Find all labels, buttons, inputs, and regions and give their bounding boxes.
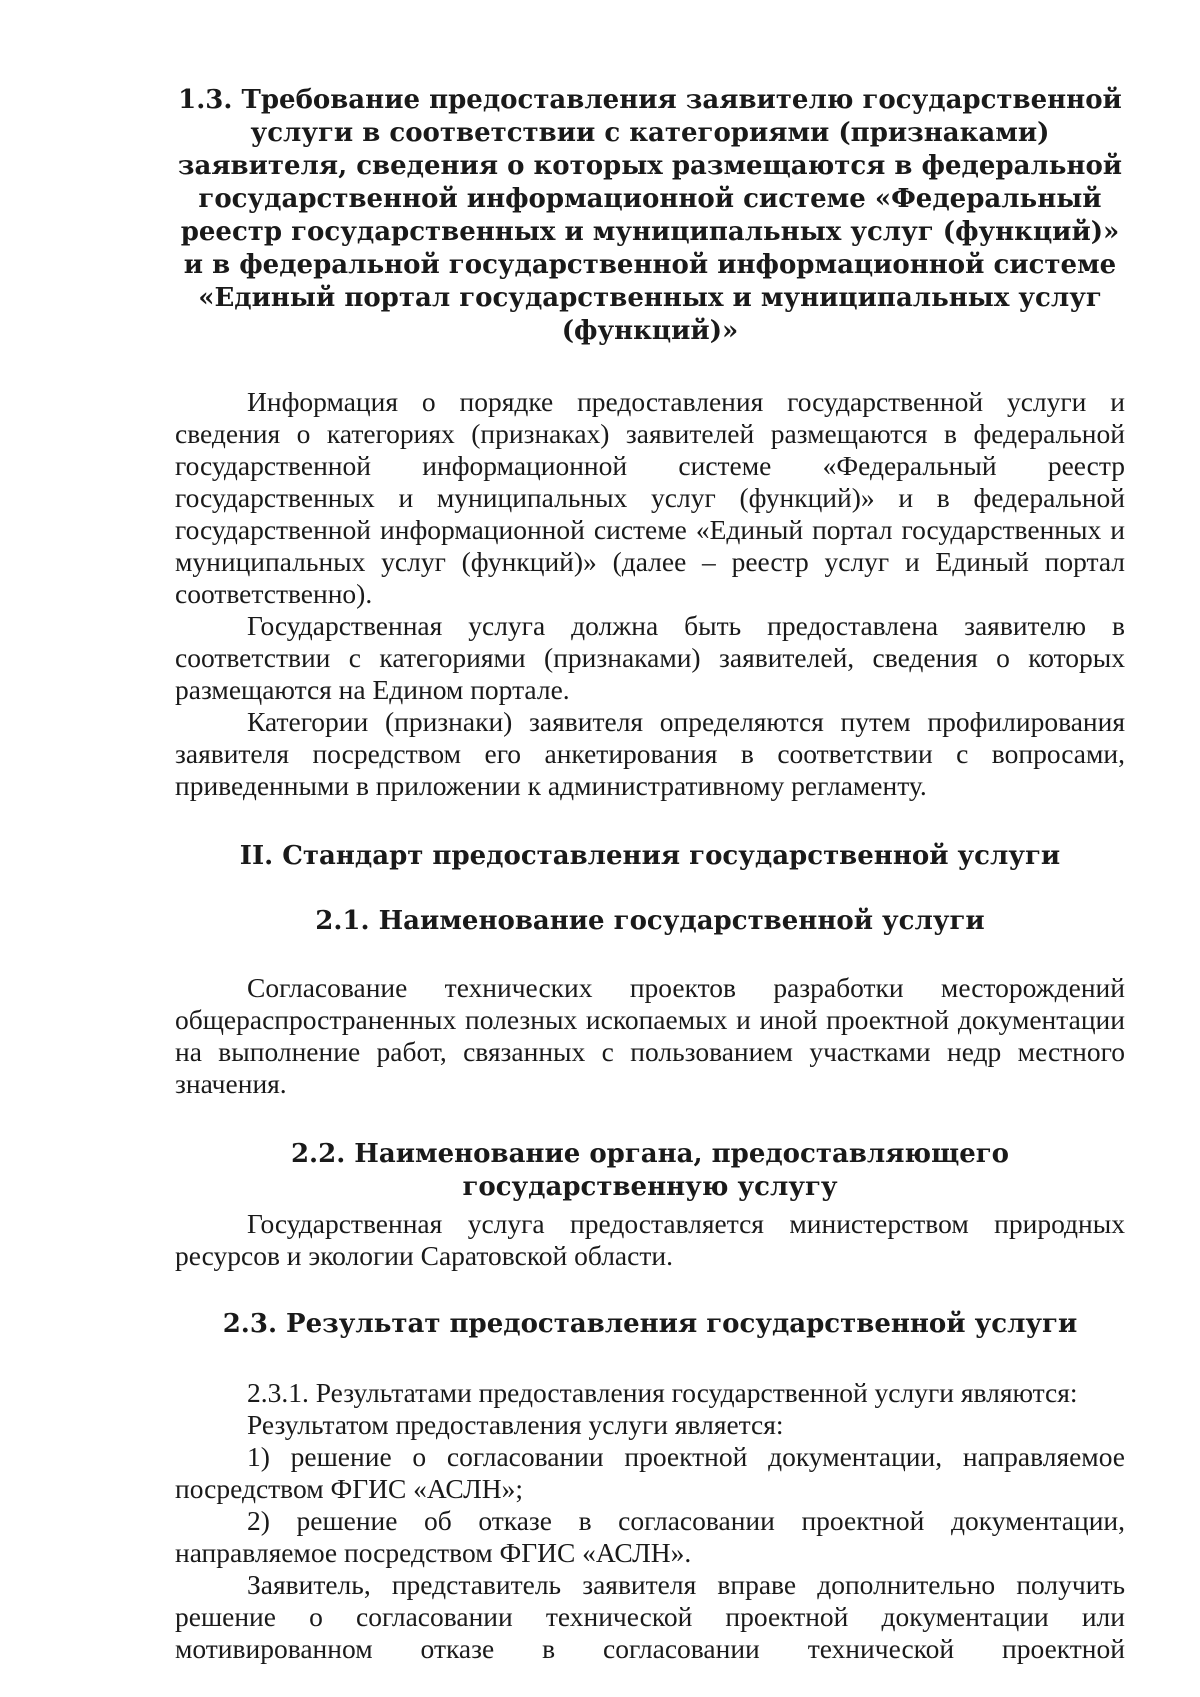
section-2-1-heading: 2.1. Наименование государственной услуги bbox=[315, 906, 985, 936]
section-2-2-body bbox=[175, 1208, 1125, 1272]
paragraph: Заявитель, представитель заявителя вправе дополнительно получить решение о согласовании технической проектной документации или мотивированном отказе в согласовании технической проектной bbox=[175, 1569, 1125, 1664]
paragraph: Государственная услуга предоставляется министерством природных ресурсов и экологии Саратовской области. bbox=[175, 1208, 1125, 1271]
paragraph: 2) решение об отказе в согласовании проектной документации, направляемое посредством ФГИС «АСЛН». bbox=[175, 1505, 1125, 1568]
section-2-3-body bbox=[175, 1377, 1125, 1665]
paragraph: Категории (признаки) заявителя определяются путем профилирования заявителя посредством его анкетирования в соответствии с вопросами, приведенными в приложении к административному регламенту. bbox=[175, 706, 1125, 801]
paragraph: 1) решение о согласовании проектной документации, направляемое посредством ФГИС «АСЛН»; bbox=[175, 1441, 1125, 1504]
section-2-1-body bbox=[175, 972, 1125, 1100]
paragraph: Согласование технических проектов разработки месторождений общераспространенных полезных ископаемых и иной проектной документации на выполнение работ, связанных с пользованием участками недр местного значения. bbox=[175, 972, 1125, 1099]
section-2-2-heading: 2.2. Наименование органа, предоставляющего государственную услугу bbox=[290, 1139, 1010, 1202]
section-2-3-heading: 2.3. Результат предоставления государственной услуги bbox=[222, 1309, 1078, 1339]
section-1-3-heading: 1.3. Требование предоставления заявителю государственной услуги в соответствии с категориями (признаками) заявителя, сведения о которых размещаются в федеральной государственной информационной системе «Федеральный реестр государственных и муниципальных услуг (функций)» и в федеральной государственной информационной системе «Единый портал государственных и муниципальных услуг (функций)» bbox=[177, 85, 1123, 346]
section-1-3-body bbox=[175, 386, 1125, 802]
section-ii-heading: II. Стандарт предоставления государственной услуги bbox=[239, 841, 1061, 871]
document-page bbox=[175, 84, 1125, 1665]
paragraph: Государственная услуга должна быть предоставлена заявителю в соответствии с категориями (признаками) заявителей, сведения о которых размещаются на Едином портале. bbox=[175, 610, 1125, 705]
paragraph: Информация о порядке предоставления государственной услуги и сведения о категориях (признаках) заявителей размещаются в федеральной государственной информационной системе «Федеральный реестр государственных и муниципальных услуг (функций)» и в федеральной государственной информационной системе «Единый портал государственных и муниципальных услуг (функций)» (далее – реестр услуг и Единый портал соответственно). bbox=[175, 386, 1125, 609]
paragraph: 2.3.1. Результатами предоставления государственной услуги являются: bbox=[247, 1377, 1078, 1408]
paragraph: Результатом предоставления услуги является: bbox=[247, 1409, 784, 1440]
